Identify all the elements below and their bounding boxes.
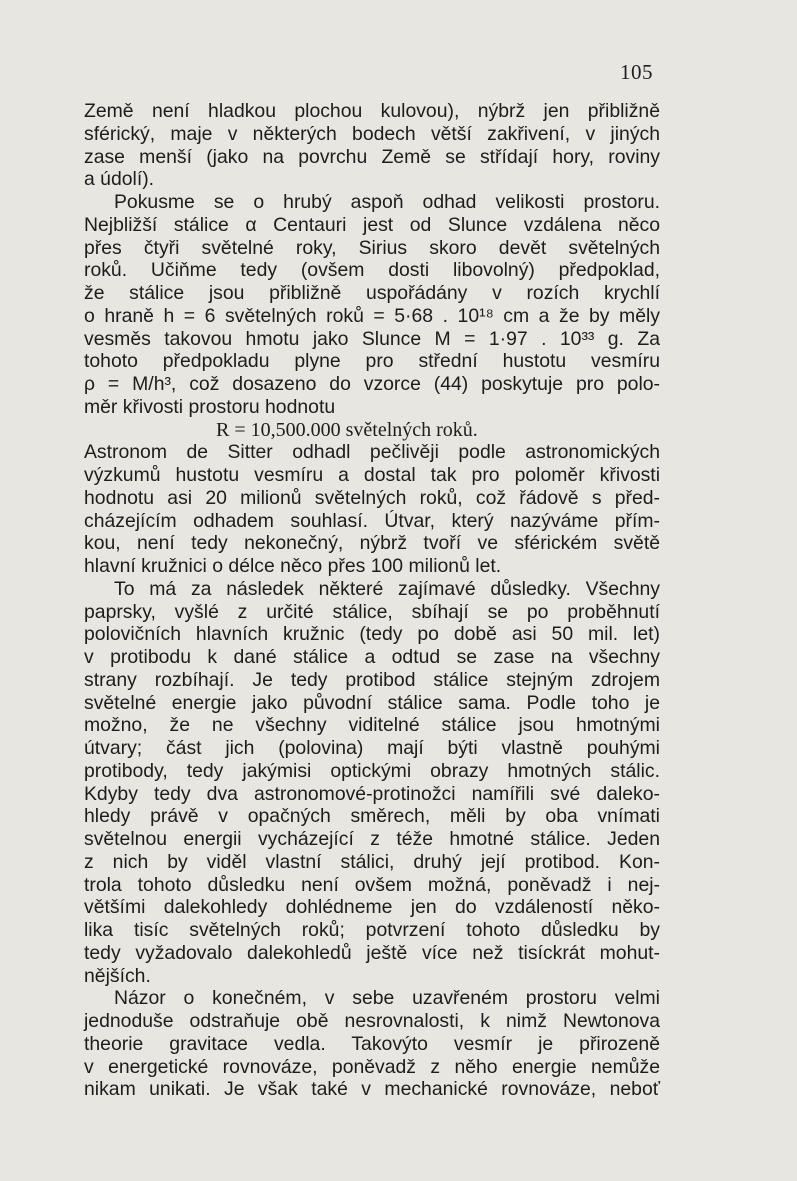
text-line: Astronom de Sitter odhadl pečlivěji podle astronomických [84, 441, 660, 464]
text-line: světelné energie jako původní stálice sama. Podle toho je [84, 691, 660, 714]
text-line: paprsky, vyšlé z určité stálice, sbíhají se po proběhnutí [84, 600, 660, 623]
text-line: vesměs takovou hmotu jako Slunce M = 1·97 . 10³³ g. Za [84, 327, 660, 350]
text-line: sférický, maje v některých bodech větší zakřivení, v jiných [84, 122, 660, 145]
text-line: světelnou energii vycházející z téže hmotné stálice. Jeden [84, 828, 660, 850]
text-line: Pokusme se o hrubý aspoň odhad velikosti prostoru. [114, 191, 660, 213]
text-line: Země není hladkou plochou kulovou), nýbrž jen přibližně [84, 100, 660, 122]
text-line: To má za následek některé zajímavé důsledky. Všechny [114, 577, 660, 600]
text-line: o hraně h = 6 světelných roků = 5·68 . 10¹⁸ cm a že by měly [84, 304, 660, 327]
text-line: měr křivosti prostoru hodnotu [84, 395, 336, 418]
text-line: protibody, tedy jakýmisi optickými obrazy hmotných stálic. [84, 759, 660, 782]
text-line: že stálice jsou přibližně uspořádány v rozích krychlí [84, 282, 660, 304]
text-line: z nich by viděl vlastní stálici, druhý její protibod. Kon- [84, 850, 660, 873]
text-line: nikam unikati. Je však také v mechanické rovnováze, neboť [84, 1078, 660, 1101]
text-line: útvary; část jich (polovina) mají býti vlastně pouhými [84, 737, 660, 759]
page-number: 105 [620, 60, 653, 84]
text-line: výzkumů hustotu vesmíru a dostal tak pro poloměr křivosti [84, 464, 660, 486]
text-line: hledy právě v opačných směrech, měli by oba vnímati [84, 805, 660, 828]
text-line: Nejbližší stálice α Centauri jest od Slunce vzdálena něco [84, 213, 660, 236]
text-line: v energetické rovnováze, poněvadž z něho energie nemůže [84, 1055, 660, 1078]
text-line: cházejícím odhadem souhlasí. Útvar, který nazýváme přím- [84, 509, 660, 532]
text-line: strany rozbíhají. Je tedy protibod stálice stejným zdrojem [84, 668, 660, 691]
formula-line: R = 10,500.000 světelných roků. [216, 418, 478, 441]
paragraph [84, 578, 660, 988]
text-line: ρ = M/h³, což dosazeno do vzorce (44) poskytuje pro polo- [84, 373, 660, 395]
text-line: Názor o konečném, v sebe uzavřeném prostoru velmi [114, 987, 660, 1010]
paragraph [84, 441, 660, 578]
text-line: kou, není tedy nekonečný, nýbrž tvoří ve sférickém světě [84, 532, 660, 555]
text-line: trola tohoto důsledku není ovšem možná, poněvadž i nej- [84, 873, 660, 896]
text-line: polovičních hlavních kružnic (tedy po době asi 50 mil. let) [84, 623, 660, 646]
paragraph [84, 191, 660, 419]
formula [84, 419, 660, 442]
text-line: zase menší (jako na povrchu Země se střídají hory, roviny [84, 145, 660, 168]
text-line: nějších. [84, 964, 151, 987]
text-line: jednoduše odstraňuje obě nesrovnalosti, k nimž Newtonova [84, 1010, 660, 1032]
paragraph [84, 100, 660, 191]
text-line: v protibodu k dané stálice a odtud se zase na všechny [84, 646, 660, 668]
body-text [84, 100, 660, 1101]
text-line: hodnotu asi 20 milionů světelných roků, což řádově s před- [84, 486, 660, 509]
text-line: přes čtyři světelné roky, Sirius skoro devět světelných [84, 236, 660, 259]
text-line: lika tisíc světelných roků; potvrzení tohoto důsledku by [84, 919, 660, 941]
text-line: tohoto předpokladu plyne pro střední hustotu vesmíru [84, 350, 660, 373]
text-line: Kdyby tedy dva astronomové-protinožci namířili své daleko- [84, 782, 660, 805]
text-line: možno, že ne všechny viditelné stálice jsou hmotnými [84, 714, 660, 737]
text-line: theorie gravitace vedla. Takovýto vesmír je přirozeně [84, 1032, 660, 1055]
text-line: většími dalekohledy dohlédneme jen do vzdáleností něko- [84, 896, 660, 919]
paragraph [84, 987, 660, 1101]
text-line: a údolí). [84, 168, 155, 191]
text-line: roků. Učiňme tedy (ovšem dosti libovolný) předpoklad, [84, 259, 660, 282]
text-line: tedy vyžadovalo dalekohledů ještě více než tisíckrát mohut- [84, 941, 660, 964]
text-line: hlavní kružnici o délce něco přes 100 milionů let. [84, 555, 502, 577]
